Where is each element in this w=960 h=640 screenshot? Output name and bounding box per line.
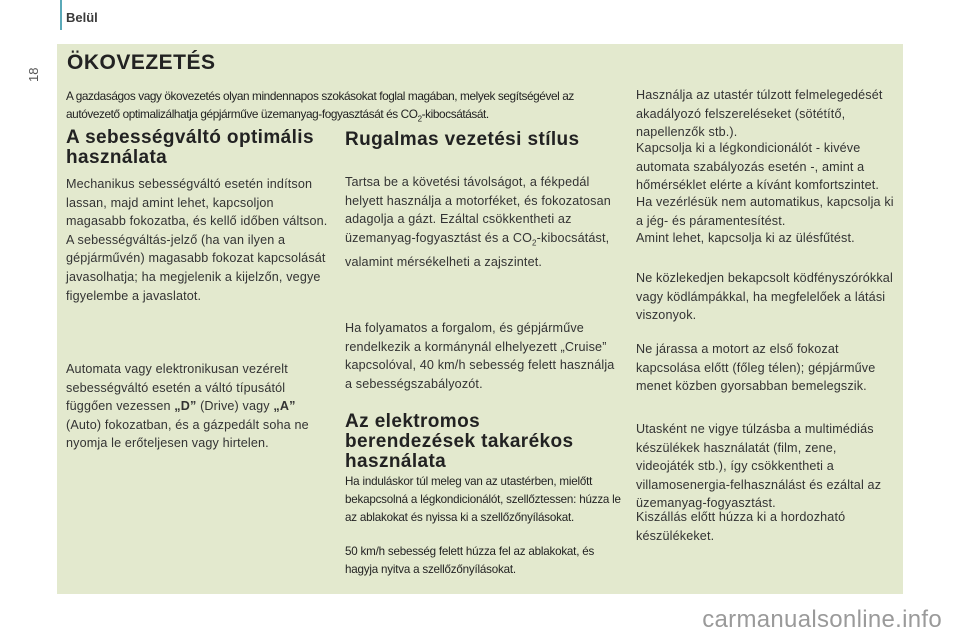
heading-driving-style: Rugalmas vezetési stílus (345, 129, 580, 150)
paragraph: Amint lehet, kapcsolja ki az ülésfűtést. (636, 231, 855, 245)
col3-paragraph-5 (636, 269, 898, 325)
paragraph: Ha folyamatos a forgalom, és gépjárműve rendelkezik a kormánynál elhelyezett „Cruise” kapcsolóval, 40 km/h sebesség felett használja a sebességszabályozót. (345, 321, 615, 391)
col3-paragraph-8 (636, 508, 898, 545)
paragraph: Ha induláskor túl meleg van az utastérben, mielőtt bekapcsolná a légkondicionálót, szellőztessen: húzza le az ablakokat és nyissa ki a szellőzőnyílásokat. (345, 475, 621, 525)
intro-text-end: -kibocsátását. (421, 107, 489, 121)
driving-style-paragraph (345, 173, 619, 271)
heading-gearbox: A sebességváltó optimális használata (66, 127, 314, 168)
paragraph: Ne közlekedjen bekapcsolt ködfényszórókkal vagy ködlámpákkal, ha megfelelőek a látási viszonyok. (636, 271, 893, 323)
intro-paragraph (66, 87, 614, 128)
auto-label: „A” (273, 399, 296, 414)
subscript: 2 (417, 114, 422, 124)
paragraph: Mechanikus sebességváltó esetén indítson lassan, majd amint lehet, kapcsoljon magasabb fokozatba, és kellő időben váltson. A sebességváltás-jelző (ha van ilyen a gépjárművén) magasabb fokozat kapcsolását javasolhatja; ha megjelenik a kijelzőn, vegye figyelembe a javaslatot. (66, 177, 328, 303)
col3-paragraph-4 (636, 229, 898, 248)
col3-paragraph-1 (636, 86, 898, 142)
gearbox-manual-paragraph (66, 175, 328, 305)
section-label: Belül (66, 10, 98, 25)
paragraph (345, 173, 619, 271)
subscript: 2 (532, 238, 537, 248)
section-marker-bar (60, 0, 62, 30)
col3-paragraph-2 (636, 139, 898, 195)
paragraph: Kiszállás előtt húzza ki a hordozható készülékeket. (636, 510, 846, 543)
paragraph: 50 km/h sebesség felett húzza fel az ablakokat, és hagyja nyitva a szellőzőnyílásokat. (345, 545, 595, 577)
paragraph: Ne járassa a motort az első fokozat kapcsolása előtt (főleg télen); gépjárműve menet közben gyorsabban bemelegszik. (636, 342, 876, 394)
paragraph: Ha vezérlésük nem automatikus, kapcsolja ki a jég- és páramentesítést. (636, 195, 894, 228)
text: -kibocsátást, valamint mérsékelheti a zajszintet. (345, 230, 610, 269)
text: Automata vagy elektronikusan vezérelt sebességváltó esetén a váltó típusától függően vezessen (66, 362, 288, 414)
col3-paragraph-7 (636, 420, 898, 513)
watermark: carmanualsonline.info (702, 606, 942, 633)
text: (Drive) vagy (196, 399, 274, 414)
intro-text: A gazdaságos vagy ökovezetés olyan mindennapos szokásokat foglal magában, melyek segítségével az autóvezető optimalizálhatja gépjárműve üzemanyag-fogyasztását és CO (66, 89, 574, 121)
page-title: ÖKOVEZETÉS (67, 51, 216, 74)
gearbox-auto-paragraph (66, 360, 328, 453)
cruise-paragraph (345, 319, 619, 393)
heading-electrical: Az elektromos berendezések takarékos használata (345, 411, 574, 472)
text: (Auto) fokozatban, és a gázpedált soha ne nyomja le erőteljesen vagy hirtelen. (66, 417, 309, 451)
col3-paragraph-3 (636, 193, 898, 230)
drive-label: „D” (174, 399, 197, 414)
text: Tartsa be a követési távolságot, a fékpedál helyett használja a motorféket, és fokozatosan adagolja a gázt. Ezáltal csökkentheti az üzemanyag-fogyasztást és a CO (345, 175, 611, 245)
paragraph (66, 360, 328, 453)
paragraph: Kapcsolja ki a légkondicionálót - kivéve automata szabályozás esetén -, amint a hőmérséklet elérte a kívánt komfortszintet. (636, 141, 880, 193)
paragraph: Utasként ne vigye túlzásba a multimédiás készülékek használatát (film, zene, videojáték stb.), így csökkentheti a villamosenergia-felhasználást és ezáltal az üzemanyag-fogyasztást. (636, 422, 882, 511)
electrical-paragraph-1 (345, 473, 621, 528)
page-number: 18 (26, 67, 41, 82)
paragraph: Használja az utastér túlzott felmelegedését akadályozó felszereléseket (sötétítő, napellenzők stb.). (636, 88, 883, 140)
col3-paragraph-6 (636, 340, 898, 396)
electrical-paragraph-2 (345, 543, 621, 579)
